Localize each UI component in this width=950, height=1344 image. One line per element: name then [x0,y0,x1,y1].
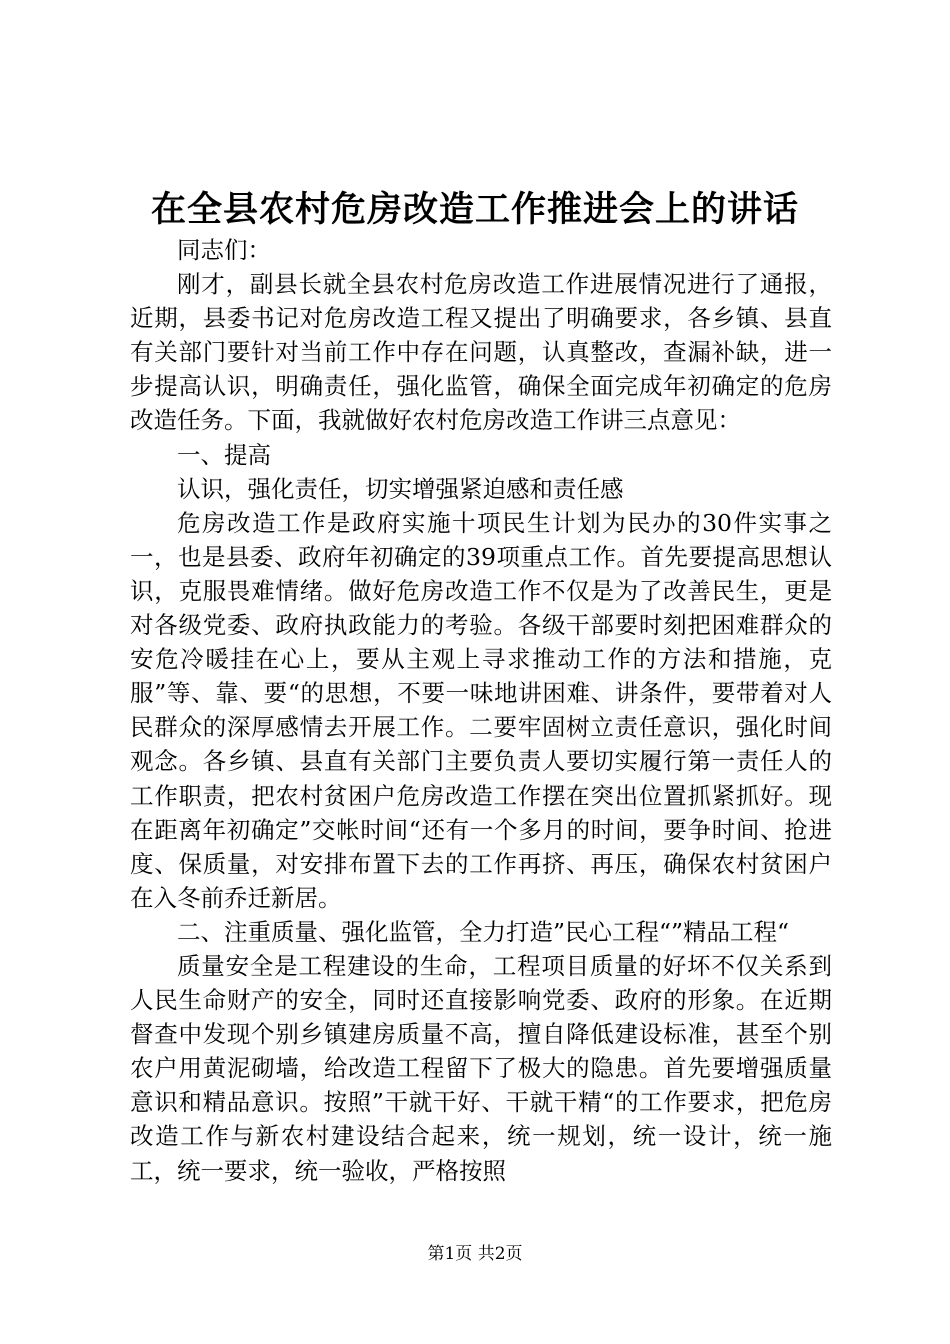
document-title: 在全县农村危房改造工作推进会上的讲话 [150,189,799,230]
page-footer: 第1页 共2页 [427,1244,523,1264]
section-heading-1: 一、提高 [177,440,271,469]
section-heading-1-cont: 认识，强化责任，切实增强紧迫感和责任感 [177,474,624,503]
document-body [130,233,832,1188]
paragraph-section-1: 危房改造工作是政府实施十项民生计划为民办的30件实事之一，也是县委、政府年初确定的39项重点工作。首先要提高思想认识，克服畏难情绪。做好危房改造工作不仅是为了改善民生，更是对各级党委、政府执政能力的考验。各级干部要时刻把困难群众的安危冷暖挂在心上，要从主观上寻求推动工作的方法和措施，克服”等、靠、要“的思想，不要一味地讲困难、讲条件，要带着对人民群众的深厚感情去开展工作。二要牢固树立责任意识，强化时间观念。各乡镇、县直有关部门主要负责人要切实履行第一责任人的工作职责，把农村贫困户危房改造工作摆在突出位置抓紧抓好。现在距离年初确定”交帐时间“还有一个多月的时间，要争时间、抢进度、保质量，对安排布置下去的工作再挤、再压，确保农村贫困户在入冬前乔迁新居。 [130,508,832,912]
section-heading-2: 二、注重质量、强化监管，全力打造”民心工程“”精品工程“ [177,917,790,946]
paragraph-salutation: 同志们： [177,236,271,264]
paragraph-intro: 刚才，副县长就全县农村危房改造工作进展情况进行了通报，近期，县委书记对危房改造工程又提出了明确要求，各乡镇、县直有关部门要针对当前工作中存在问题，认真整改，查漏补缺，进一步提高认识，明确责任，强化监管，确保全面完成年初确定的危房改造任务。下面，我就做好农村危房改造工作讲三点意见： [130,270,832,435]
paragraph-section-2: 质量安全是工程建设的生命，工程项目质量的好坏不仅关系到人民生命财产的安全，同时还直接影响党委、政府的形象。在近期督查中发现个别乡镇建房质量不高，擅自降低建设标准，甚至个别农户用黄泥砌墙，给改造工程留下了极大的隐患。首先要增强质量意识和精品意识。按照”干就干好、干就干精“的工作要求，把危房改造工作与新农村建设结合起来，统一规划，统一设计，统一施工，统一要求，统一验收，严格按照 [130,951,832,1185]
